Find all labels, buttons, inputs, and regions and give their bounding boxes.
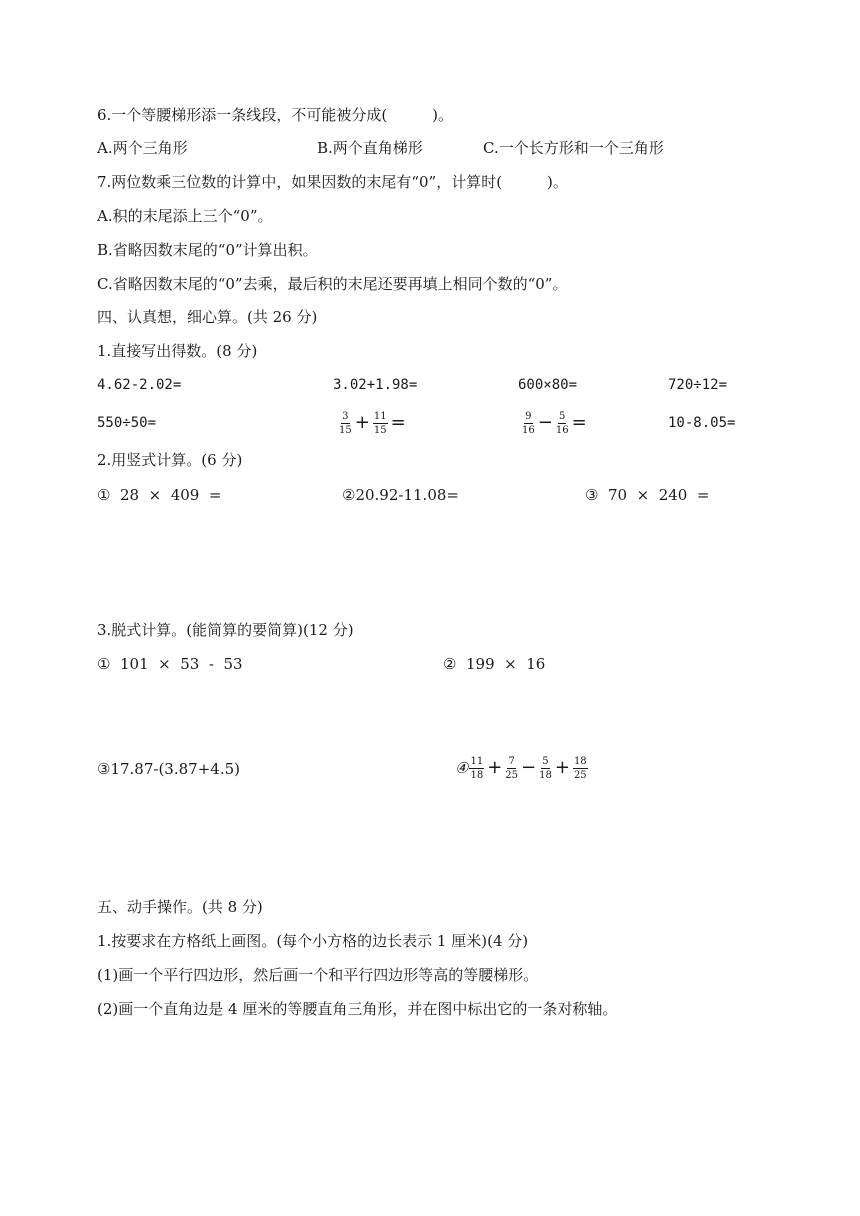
fraction: $\frac{18}{25}$ bbox=[573, 755, 587, 781]
fraction-difference: $\frac{9}{16}$ − $\frac{5}{16}$ = bbox=[522, 410, 587, 436]
stepwise-fraction-item: ④ $\frac{11}{18}$ + $\frac{7}{25}$ − $\frac{5}{18}$ + $\frac{18}{25}$ bbox=[455, 755, 587, 781]
q6-stem: 6.一个等腰梯形添一条线段，不可能被分成( )。 bbox=[97, 106, 454, 124]
calc-item: 550÷50= bbox=[97, 415, 157, 431]
fraction: $\frac{5}{18}$ bbox=[539, 755, 552, 781]
part2-title: 2.用竖式计算。(6 分) bbox=[97, 451, 243, 469]
vertical-calc-item: ① 28 × 409 = bbox=[97, 486, 222, 504]
fraction-sum: $\frac{3}{15}$ + $\frac{11}{15}$ = bbox=[339, 410, 406, 436]
fraction: $\frac{9}{16}$ bbox=[522, 410, 535, 436]
calc-item: 10-8.05= bbox=[668, 415, 736, 431]
q6-option-c: C.一个长方形和一个三角形 bbox=[483, 139, 664, 157]
stepwise-calc-item: ③17.87-(3.87+4.5) bbox=[97, 760, 240, 778]
calc-item: 4.62-2.02= bbox=[97, 377, 182, 393]
section4-heading: 四、认真想，细心算。(共 26 分) bbox=[97, 308, 318, 326]
q7-option-c: C.省略因数末尾的“0”去乘，最后积的末尾还要再填上相同个数的“0”。 bbox=[97, 275, 568, 293]
vertical-calc-item: ②20.92-11.08= bbox=[342, 486, 459, 504]
fraction: $\frac{11}{18}$ bbox=[470, 755, 484, 781]
section5-q1: 1.按要求在方格纸上画图。(每个小方格的边长表示 1 厘米)(4 分) bbox=[97, 932, 529, 950]
q7-stem: 7.两位数乘三位数的计算中，如果因数的末尾有“0”，计算时( )。 bbox=[97, 173, 568, 191]
q6-option-a: A.两个三角形 bbox=[97, 139, 188, 157]
stepwise-calc-item: ② 199 × 16 bbox=[443, 655, 546, 673]
section5-sub1: (1)画一个平行四边形，然后画一个和平行四边形等高的等腰梯形。 bbox=[97, 966, 539, 984]
part1-title: 1.直接写出得数。(8 分) bbox=[97, 342, 258, 360]
stepwise-calc-item: ① 101 × 53 - 53 bbox=[97, 655, 243, 673]
calc-item: 600×80= bbox=[518, 377, 578, 393]
item-number-mark: ④ bbox=[455, 759, 469, 777]
section5-sub2: (2)画一个直角边是 4 厘米的等腰直角三角形，并在图中标出它的一条对称轴。 bbox=[97, 1000, 618, 1018]
calc-item: 3.02+1.98= bbox=[333, 377, 418, 393]
q7-option-b: B.省略因数末尾的“0”计算出积。 bbox=[97, 241, 318, 259]
vertical-calc-item: ③ 70 × 240 = bbox=[585, 486, 710, 504]
fraction: $\frac{7}{25}$ bbox=[505, 755, 519, 781]
fraction: $\frac{11}{15}$ bbox=[373, 410, 387, 436]
q7-option-a: A.积的末尾添上三个“0”。 bbox=[97, 207, 273, 225]
calc-item: 720÷12= bbox=[668, 377, 728, 393]
part3-title: 3.脱式计算。(能简算的要简算)(12 分) bbox=[97, 621, 354, 639]
q6-option-b: B.两个直角梯形 bbox=[317, 139, 423, 157]
fraction: $\frac{3}{15}$ bbox=[339, 410, 352, 436]
fraction: $\frac{5}{16}$ bbox=[555, 410, 569, 436]
section5-heading: 五、动手操作。(共 8 分) bbox=[97, 898, 263, 916]
